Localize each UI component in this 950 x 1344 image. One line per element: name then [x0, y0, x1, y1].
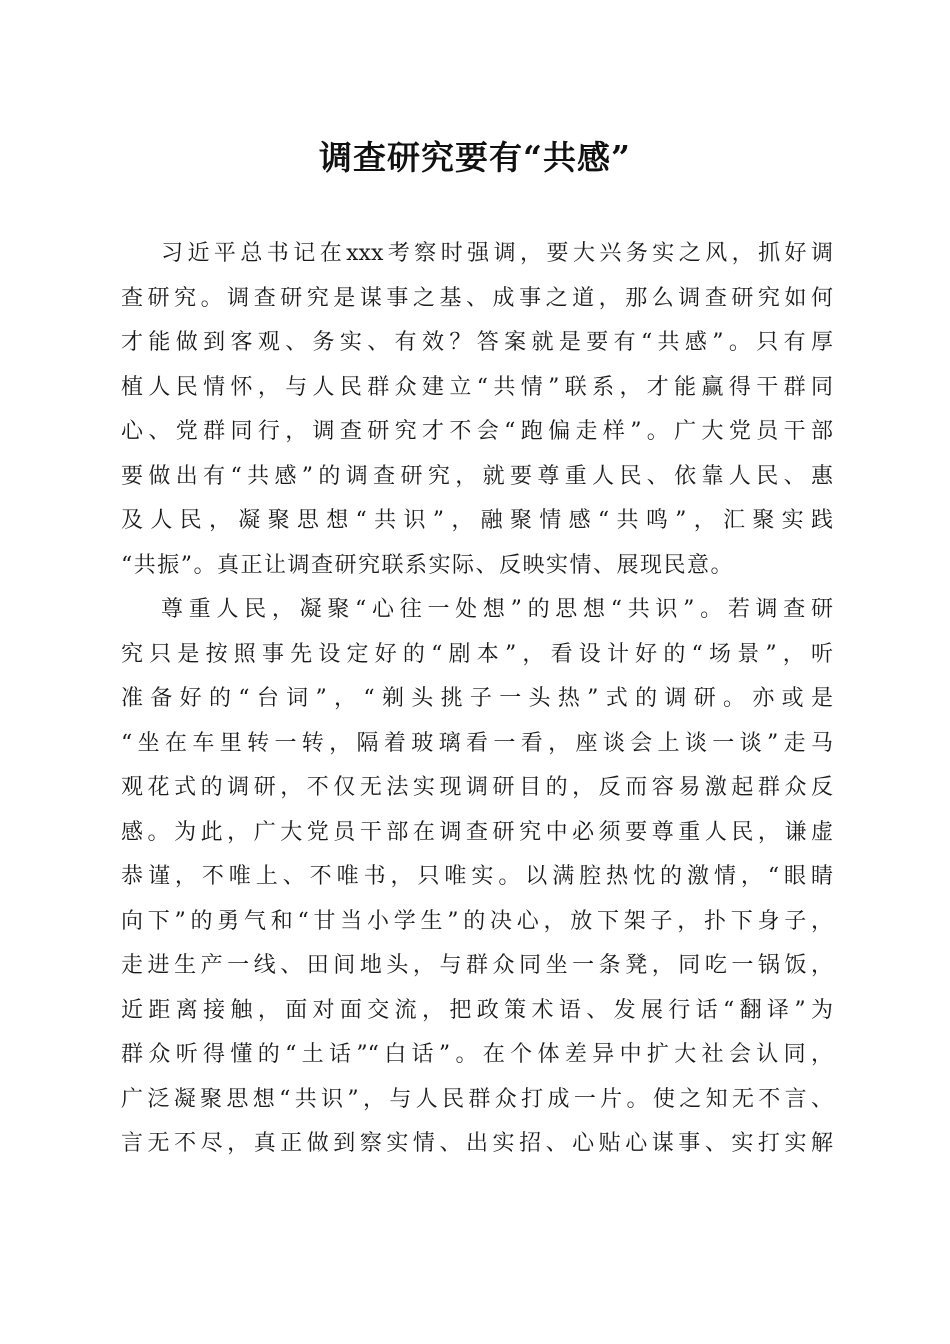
paragraph-line: 习近平总书记在xxx考察时强调，要大兴务实之风，抓好调 [161, 241, 833, 266]
paragraph-line: 尊重人民，凝聚“心往一处想”的思想“共识”。若调查研 [161, 597, 833, 622]
paragraph-line: 感。为此，广大党员干部在调查研究中必须要尊重人民，谦虚 [121, 819, 833, 845]
paragraph-2 [121, 588, 833, 1167]
paragraph-line: 近距离接触，面对面交流，把政策术语、发展行话“翻译”为 [121, 997, 833, 1023]
document-title: 调查研究要有“共感” [319, 138, 631, 177]
paragraph-line: 心、党群同行，调查研究才不会“跑偏走样”。广大党员干部 [121, 419, 833, 444]
paragraph-line: 才能做到客观、务实、有效？答案就是要有“共感”。只有厚 [121, 330, 833, 355]
paragraph-line: 观花式的调研，不仅无法实现调研目的，反而容易激起群众反 [121, 775, 833, 800]
paragraph-line: 及人民，凝聚思想“共识”，融聚情感“共鸣”，汇聚实践 [121, 508, 833, 533]
document-body [121, 232, 833, 1167]
paragraph-line: 恭谨，不唯上、不唯书，只唯实。以满腔热忱的激情，“眼睛 [121, 864, 833, 889]
paragraph-line: 言无不尽，真正做到察实情、出实招、心贴心谋事、实打实解 [121, 1131, 833, 1156]
paragraph-line: 准备好的“台词”，“剃头挑子一头热”式的调研。亦或是 [121, 686, 833, 711]
paragraph-line: 走进生产一线、田间地头，与群众同坐一条凳，同吃一锅饭， [121, 953, 833, 978]
paragraph-line: 要做出有“共感”的调查研究，就要尊重人民、依靠人民、惠 [121, 463, 833, 489]
paragraph-line: 查研究。调查研究是谋事之基、成事之道，那么调查研究如何 [121, 285, 833, 311]
paragraph-line: “坐在车里转一转，隔着玻璃看一看，座谈会上谈一谈”走马 [121, 730, 833, 756]
paragraph-line: 向下”的勇气和“甘当小学生”的决心，放下架子，扑下身子， [121, 908, 833, 934]
paragraph-line: 群众听得懂的“土话”“白话”。在个体差异中扩大社会认同， [121, 1042, 833, 1067]
paragraph-line: 植人民情怀，与人民群众建立“共情”联系，才能赢得干群同 [121, 374, 833, 400]
paragraph-line: 广泛凝聚思想“共识”，与人民群众打成一片。使之知无不言、 [121, 1086, 833, 1112]
paragraph-line: 究只是按照事先设定好的“剧本”，看设计好的“场景”，听 [121, 641, 833, 667]
paragraph-line: “共振”。真正让调查研究联系实际、反映实情、展现民意。 [121, 552, 734, 578]
paragraph-1 [121, 232, 833, 588]
